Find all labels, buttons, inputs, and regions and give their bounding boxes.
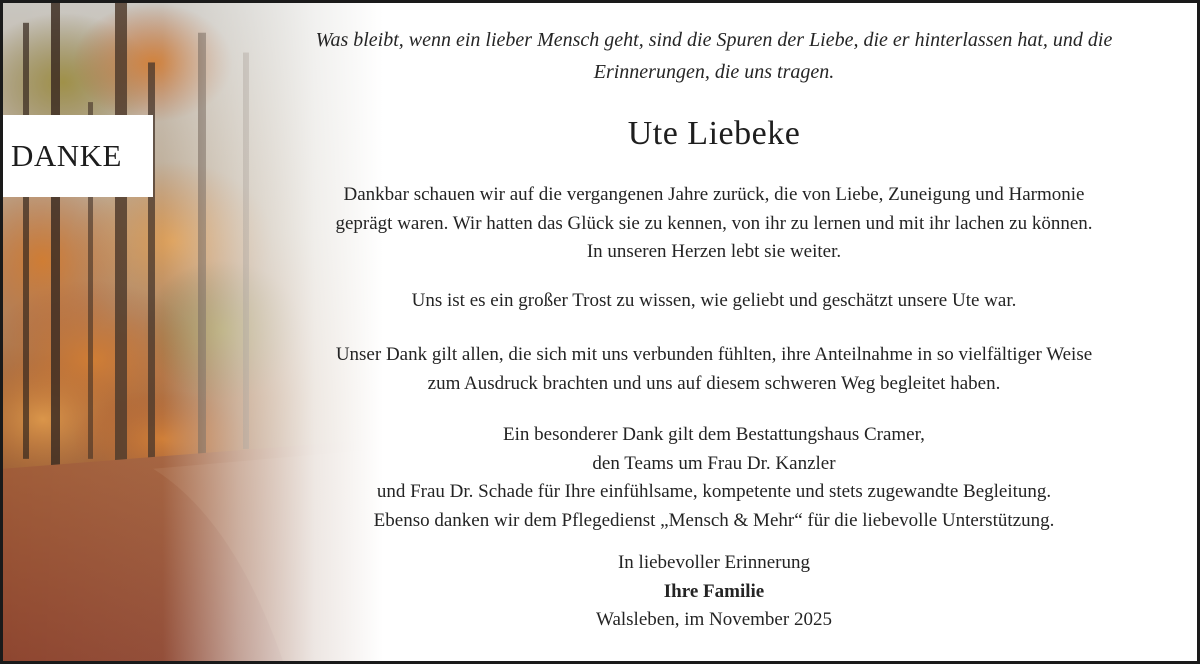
paragraph-line: und Frau Dr. Schade für Ihre einfühlsame, kompetente und stets zugewandte Begleitung.	[376, 481, 1052, 502]
paragraph-line: In unseren Herzen lebt sie weiter.	[586, 241, 842, 262]
paragraph-gratitude	[285, 181, 1143, 267]
quote-line: Was bleibt, wenn ein lieber Mensch geht, sind die Spuren der Liebe, die er hinterlassen hat, und die	[315, 29, 1113, 51]
paragraph-line: Ein besonderer Dank gilt dem Bestattungshaus Cramer,	[503, 424, 925, 445]
quote-line: Erinnerungen, die uns tragen.	[593, 61, 835, 83]
paragraph-thanks-all	[285, 341, 1143, 398]
paragraph-line: geprägt waren. Wir hatten das Glück sie zu kennen, von ihr zu lernen und mit ihr lachen zu können.	[335, 212, 1093, 234]
closing-line: In liebevoller Erinnerung	[617, 552, 811, 573]
paragraph-line: den Teams um Frau Dr. Kanzler	[592, 452, 836, 474]
deceased-name: Ute Liebeke	[627, 115, 801, 152]
paragraph-line: Uns ist es ein großer Trost zu wissen, wie geliebt und geschätzt unsere Ute war.	[411, 290, 1017, 311]
paragraph-line: Ebenso danken wir dem Pflegedienst „Mensch & Mehr“ für die liebevolle Unterstützung.	[373, 509, 1055, 531]
quote	[285, 24, 1143, 88]
paragraph-line: Dankbar schauen wir auf die vergangenen Jahre zurück, die von Liebe, Zuneigung und Harmonie	[343, 184, 1085, 205]
paragraph-line: zum Ausdruck brachten und uns auf diesem schweren Weg begleitet haben.	[427, 372, 1001, 394]
closing-signature	[285, 549, 1143, 635]
family-signature: Ihre Familie	[663, 580, 765, 602]
paragraph-special-thanks	[285, 421, 1143, 535]
place-date: Walsleben, im November 2025	[596, 609, 832, 630]
danke-label: DANKE	[11, 138, 122, 173]
paragraph-comfort	[285, 287, 1143, 316]
paragraph-line: Unser Dank gilt allen, die sich mit uns verbunden fühlten, ihre Anteilnahme in so vielfältiger Weise	[335, 344, 1093, 365]
danke-badge	[3, 115, 153, 197]
